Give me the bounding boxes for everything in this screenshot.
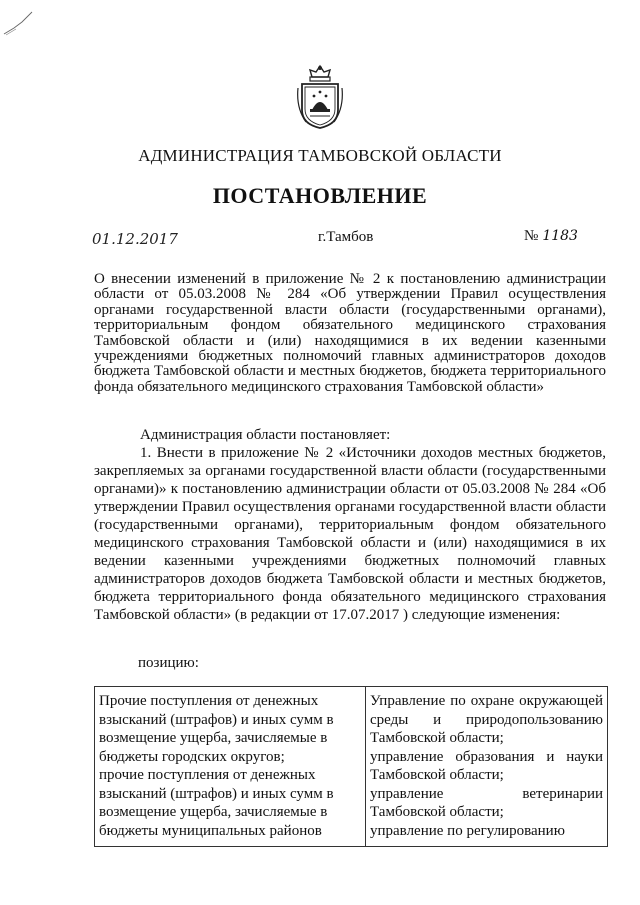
coat-of-arms-emblem xyxy=(296,64,344,130)
income-line: возмещение ущерба, зачисляемые в xyxy=(99,730,328,746)
body-item-1: 1. Внести в приложение № 2 «Источники доходов местных бюджетов, закрепляемых за органами государственной власти области (государственными органами)» к постановлению администрации области от 05.03.2008 № 284 «Об утверждении Правил осуществления органами государственной власти области (государственными органами), территориальным фондом обязательного медицинского страхования Тамбовской области и (или) находящимися в их ведении казенными учреждениями бюджетных полномочий главных администраторов доходов бюджета Тамбовской области и местных бюджетов, бюджета территориального фонда обязательного медицинского страхования Тамбовской области» (в редакции от 17.07.2017 ) следующие изменения: xyxy=(94,445,606,623)
organization-title: АДМИНИСТРАЦИЯ ТАМБОВСКОЙ ОБЛАСТИ xyxy=(138,146,502,165)
handwritten-corner-mark xyxy=(2,8,36,38)
income-line: бюджеты городских округов; xyxy=(99,748,285,765)
income-line: бюджеты муниципальных районов xyxy=(99,822,322,839)
administrator-entry: управление по регулированию xyxy=(370,822,565,839)
income-line: взысканий (штрафов) и иных сумм в xyxy=(99,785,334,802)
provisions-table xyxy=(94,686,608,847)
document-subject: О внесении изменений в приложение № 2 к постановлению администрации области от 05.03.2008 № 284 «Об утверждении Правил осуществления органами государственной власти области (государственными органами), территориальным фондом обязательного медицинского страхования Тамбовской области и (или) находящимися в их ведении казенными учреждениями бюджетных полномочий главных администраторов доходов бюджета Тамбовской области и местных бюджетов, бюджета территориального фонда обязательного медицинского страхования Тамбовской области» xyxy=(94,271,606,395)
document-city: г.Тамбов xyxy=(318,229,374,245)
income-line: взысканий (штрафов) и иных сумм в xyxy=(99,711,334,728)
income-line: прочие поступления от денежных xyxy=(99,767,316,783)
document-date: 01.12.2017 xyxy=(92,230,178,248)
administrators-cell xyxy=(366,687,608,847)
income-source-cell xyxy=(95,687,366,847)
administrator-entry: управление образования и науки Тамбовской области; xyxy=(370,748,603,783)
administrator-entry: Управление по охране окружающей среды и природопользованию Тамбовской области; xyxy=(370,693,603,746)
table-lead-text: позицию: xyxy=(138,655,199,671)
number-label: № xyxy=(524,228,539,244)
document-number xyxy=(524,228,578,245)
number-value: 1183 xyxy=(542,228,578,244)
income-line: возмещение ущерба, зачисляемые в xyxy=(99,804,328,820)
document-type-heading: ПОСТАНОВЛЕНИЕ xyxy=(212,183,428,208)
document-body xyxy=(94,426,606,624)
body-intro: Администрация области постановляет: xyxy=(140,427,391,443)
income-line: Прочие поступления от денежных xyxy=(99,693,319,709)
administrator-entry: управление ветеринарии Тамбовской области; xyxy=(370,785,603,820)
table-row xyxy=(95,687,608,847)
